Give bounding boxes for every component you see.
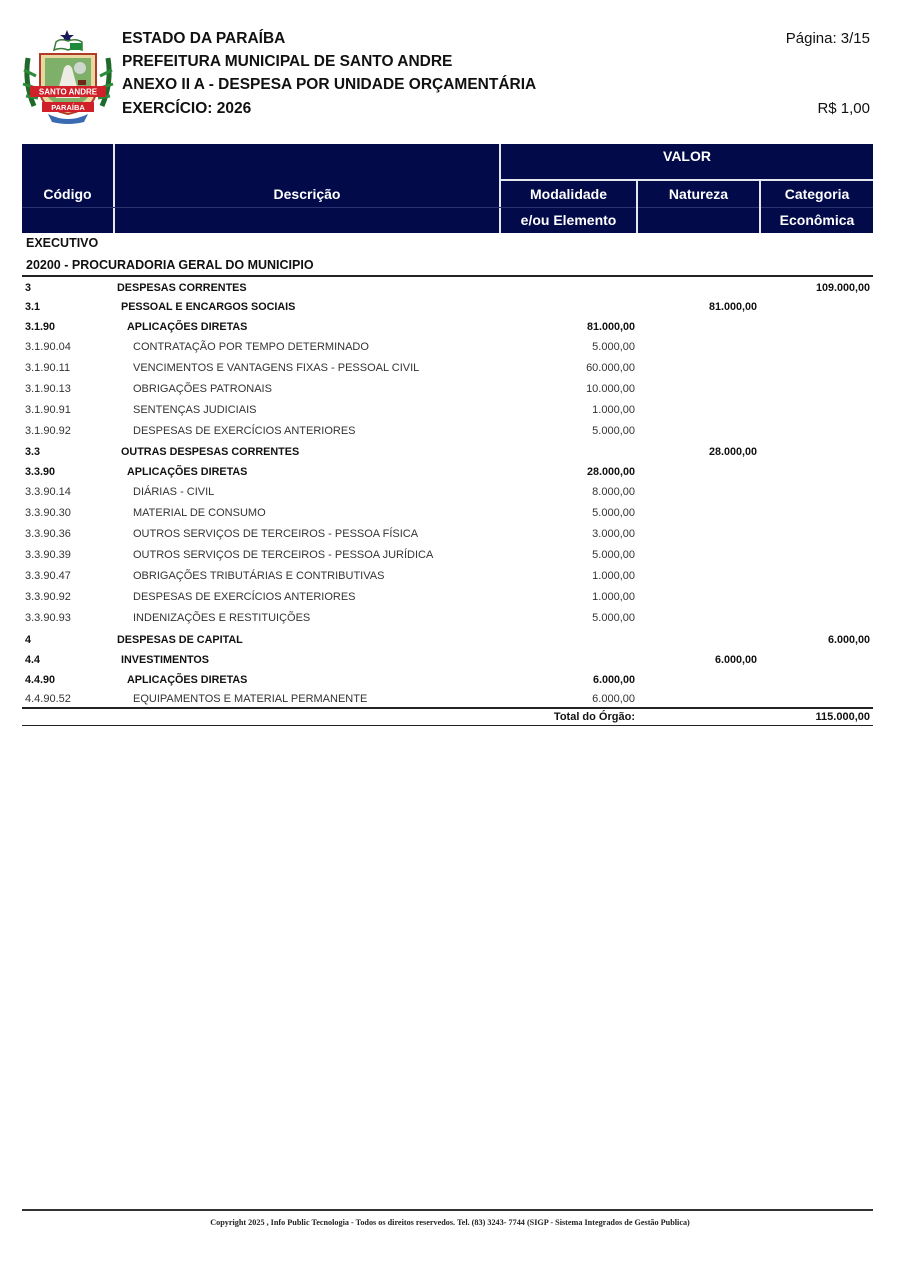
total-bottom-rule — [22, 725, 873, 726]
row-code: 4.4.90.52 — [25, 693, 71, 705]
row-description: OUTROS SERVIÇOS DE TERCEIROS - PESSOA JURÍDICA — [133, 549, 434, 561]
row-description: APLICAÇÕES DIRETAS — [127, 466, 248, 478]
row-code: 4.4.90 — [25, 674, 56, 686]
row-code: 3.1 — [25, 301, 41, 313]
table-row — [22, 504, 873, 524]
row-modalidade-value: 6.000,00 — [592, 674, 635, 686]
header-valor: VALOR — [663, 148, 711, 164]
row-description: OUTROS SERVIÇOS DE TERCEIROS - PESSOA FÍSICA — [133, 528, 419, 540]
row-code: 3.3.90.92 — [25, 591, 71, 603]
svg-text:SANTO ANDRE: SANTO ANDRE — [38, 87, 98, 97]
row-code: 3 — [25, 282, 32, 294]
row-description: DESPESAS CORRENTES — [117, 282, 247, 294]
row-description: EQUIPAMENTOS E MATERIAL PERMANENTE — [133, 693, 368, 705]
row-code: 4 — [25, 634, 32, 646]
row-code: 3.1.90 — [25, 321, 56, 333]
row-modalidade-value: 1.000,00 — [592, 404, 635, 416]
row-code: 3.3.90.47 — [25, 570, 71, 582]
row-description: OBRIGAÇÕES TRIBUTÁRIAS E CONTRIBUTIVAS — [133, 570, 385, 582]
row-natureza-value: 28.000,00 — [708, 446, 757, 458]
state-title: ESTADO DA PARAÍBA — [122, 30, 286, 47]
power-label: EXECUTIVO — [26, 236, 99, 250]
row-description: DESPESAS DE EXERCÍCIOS ANTERIORES — [133, 425, 356, 437]
row-code: 3.1.90.11 — [25, 362, 71, 374]
header-categoria-line2: Econômica — [779, 212, 855, 228]
table-row — [22, 609, 873, 629]
row-modalidade-value: 5.000,00 — [592, 612, 635, 624]
row-description: SENTENÇAS JUDICIAIS — [133, 404, 257, 416]
table-row — [22, 463, 873, 483]
table-row — [22, 422, 873, 442]
header-subrow-divider — [22, 207, 873, 208]
table-row — [22, 338, 873, 358]
row-code: 3.3.90.14 — [25, 486, 71, 498]
row-modalidade-value: 28.000,00 — [586, 466, 635, 478]
row-natureza-value: 6.000,00 — [714, 654, 757, 666]
row-modalidade-value: 1.000,00 — [592, 570, 635, 582]
total-label: Total do Órgão: — [553, 711, 635, 723]
valor-divider — [501, 179, 873, 181]
header-categoria: Categoria — [784, 186, 850, 202]
municipality-title: PREFEITURA MUNICIPAL DE SANTO ANDRE — [122, 53, 453, 70]
table-row — [22, 671, 873, 691]
row-modalidade-value: 60.000,00 — [586, 362, 635, 374]
row-modalidade-value: 5.000,00 — [592, 549, 635, 561]
row-code: 3.3 — [25, 446, 41, 458]
table-row — [22, 359, 873, 379]
header-natureza: Natureza — [668, 186, 729, 202]
row-code: 3.3.90.36 — [25, 528, 71, 540]
row-code: 3.3.90.93 — [25, 612, 71, 624]
row-modalidade-value: 5.000,00 — [592, 341, 635, 353]
row-description: OBRIGAÇÕES PATRONAIS — [133, 383, 272, 395]
table-row — [22, 318, 873, 338]
table-row — [22, 567, 873, 587]
row-code: 4.4 — [25, 654, 41, 666]
row-description: MATERIAL DE CONSUMO — [133, 507, 266, 519]
section-rule — [22, 275, 873, 277]
footer-copyright: Copyright 2025 , Info Public Tecnologia - Todos os direitos reservedos. Tel. (83) 3243- 7744 (SIGP - Sistema Integrados de Gestão Publica) — [210, 1218, 690, 1227]
row-code: 3.3.90.39 — [25, 549, 71, 561]
row-description: INDENIZAÇÕES E RESTITUIÇÕES — [133, 612, 311, 624]
table-row — [22, 298, 873, 318]
row-modalidade-value: 6.000,00 — [592, 693, 635, 705]
currency-unit: R$ 1,00 — [817, 100, 870, 117]
header-descricao: Descrição — [273, 186, 341, 202]
row-modalidade-value: 5.000,00 — [592, 425, 635, 437]
row-categoria-value: 6.000,00 — [827, 634, 870, 646]
row-code: 3.1.90.91 — [25, 404, 71, 416]
row-description: VENCIMENTOS E VANTAGENS FIXAS - PESSOAL CIVIL — [133, 362, 420, 374]
row-code: 3.3.90.30 — [25, 507, 71, 519]
footer-rule — [22, 1209, 873, 1211]
table-row — [22, 279, 873, 299]
row-description: OUTRAS DESPESAS CORRENTES — [121, 446, 300, 458]
row-modalidade-value: 8.000,00 — [592, 486, 635, 498]
table-row — [22, 525, 873, 545]
table-row — [22, 380, 873, 400]
row-modalidade-value: 1.000,00 — [592, 591, 635, 603]
row-modalidade-value: 10.000,00 — [586, 383, 635, 395]
header-modalidade-line2: e/ou Elemento — [520, 212, 617, 228]
table-row — [22, 401, 873, 421]
row-categoria-value: 109.000,00 — [815, 282, 870, 294]
municipal-coat-of-arms-icon — [20, 28, 116, 126]
table-row — [22, 443, 873, 463]
row-description: INVESTIMENTOS — [121, 654, 209, 666]
row-description: APLICAÇÕES DIRETAS — [127, 674, 248, 686]
row-description: DESPESAS DE CAPITAL — [117, 634, 243, 646]
total-value: 115.000,00 — [815, 711, 870, 723]
fiscal-year: EXERCÍCIO: 2026 — [122, 100, 252, 117]
report-title: ANEXO II A - DESPESA POR UNIDADE ORÇAMENTÁRIA — [122, 76, 537, 93]
row-code: 3.1.90.92 — [25, 425, 71, 437]
organ-label: 20200 - PROCURADORIA GERAL DO MUNICIPIO — [26, 258, 314, 272]
table-row — [22, 631, 873, 651]
row-description: CONTRATAÇÃO POR TEMPO DETERMINADO — [133, 341, 369, 353]
row-modalidade-value: 81.000,00 — [586, 321, 635, 333]
row-description: DESPESAS DE EXERCÍCIOS ANTERIORES — [133, 591, 356, 603]
row-code: 3.1.90.04 — [25, 341, 71, 353]
svg-text:PARAÍBA: PARAÍBA — [51, 103, 85, 112]
table-row — [22, 651, 873, 671]
row-code: 3.3.90 — [25, 466, 56, 478]
header-codigo: Código — [43, 186, 92, 202]
table-row — [22, 483, 873, 503]
row-description: APLICAÇÕES DIRETAS — [127, 321, 248, 333]
row-modalidade-value: 5.000,00 — [592, 507, 635, 519]
header-modalidade: Modalidade — [529, 186, 607, 202]
row-natureza-value: 81.000,00 — [708, 301, 757, 313]
row-description: PESSOAL E ENCARGOS SOCIAIS — [121, 301, 296, 313]
row-modalidade-value: 3.000,00 — [592, 528, 635, 540]
row-code: 3.1.90.13 — [25, 383, 71, 395]
row-description: DIÁRIAS - CIVIL — [133, 486, 215, 498]
table-row — [22, 546, 873, 566]
table-row — [22, 588, 873, 608]
table-header — [22, 144, 873, 233]
page-number: Página: 3/15 — [785, 30, 870, 47]
